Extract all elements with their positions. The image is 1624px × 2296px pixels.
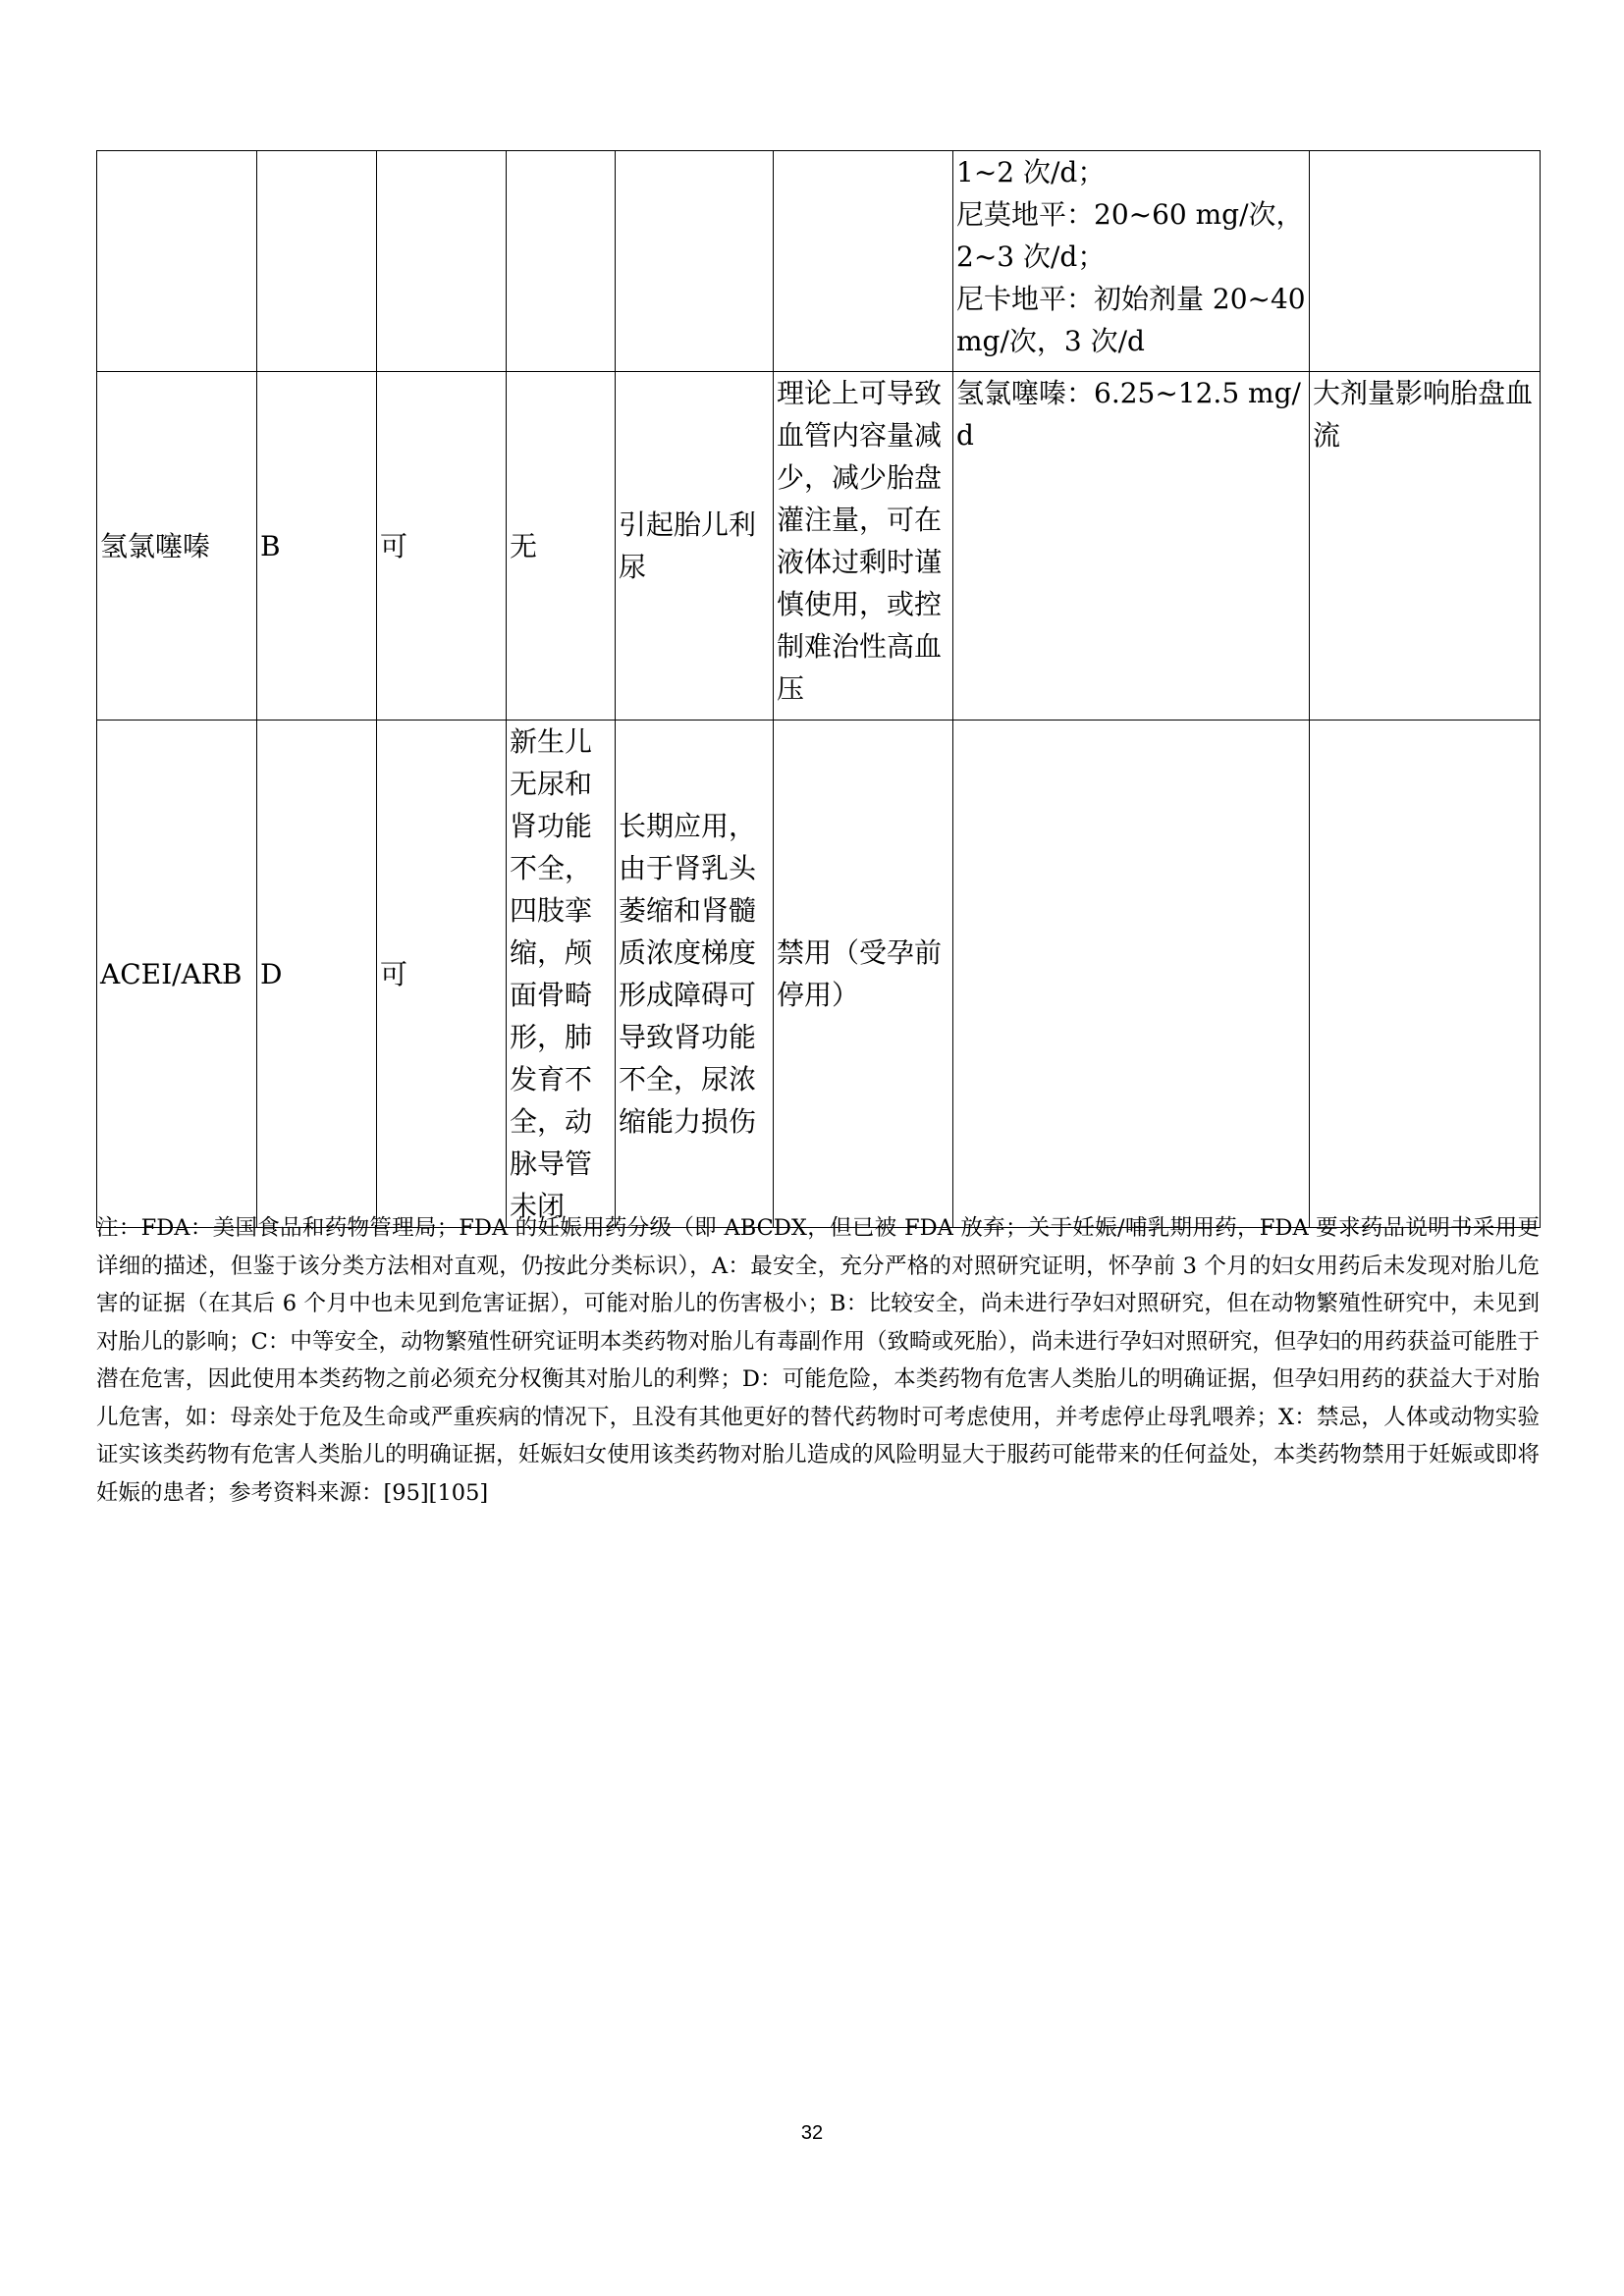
- cell-name: 氢氯噻嗪: [97, 372, 257, 721]
- cell-col4: 新生儿无尿和肾功能不全，四肢挛缩，颅面骨畸形，肺发育不全，动脉导管未闭: [507, 721, 616, 1228]
- page-number: 32: [800, 2122, 824, 2144]
- cell-dosage: 氢氯噻嗪：6.25~12.5 mg/d: [953, 372, 1310, 721]
- table-row: [97, 721, 1541, 1228]
- cell-col6: [774, 151, 953, 372]
- cell-dosage: [953, 151, 1310, 372]
- cell-notes: 大剂量影响胎盘血流: [1310, 372, 1541, 721]
- cell-col6: 禁用（受孕前停用）: [774, 721, 953, 1228]
- cell-lactation: 可: [377, 372, 507, 721]
- table-row: [97, 372, 1541, 721]
- dosage-text: 1~2 次/d； 尼莫地平：20~60 mg/次，2~3 次/d； 尼卡地平：初始剂量 20~40 mg/次，3 次/d: [956, 156, 1306, 357]
- cell-col4: [507, 151, 616, 372]
- cell-notes: [1310, 151, 1541, 372]
- cell-col6: 理论上可导致血管内容量减少，减少胎盘灌注量，可在液体过剩时谨慎使用，或控制难治性高血压: [774, 372, 953, 721]
- cell-col5: 长期应用，由于肾乳头萎缩和肾髓质浓度梯度形成障碍可导致肾功能不全，尿浓缩能力损伤: [616, 721, 774, 1228]
- cell-col5: 引起胎儿利尿: [616, 372, 774, 721]
- cell-fda-class: D: [257, 721, 377, 1228]
- cell-lactation: [377, 151, 507, 372]
- table-footnote: 注：FDA：美国食品和药物管理局；FDA 的妊娠用药分级（即 ABCDX，但已被 FDA 放弃；关于妊娠/哺乳期用药，FDA 要求药品说明书采用更详细的描述，但鉴于该分类方法相对直观，仍按此分类标识），A：最安全，充分严格的对照研究证明，怀孕前 3 个月的妇女用药后未发现对胎儿危害的证据（在其后 6 个月中也未见到危害证据），可能对胎儿的伤害极小；B：比较安全，尚未进行孕妇对照研究，但在动物繁殖性研究中，未见到对胎儿的影响；C：中等安全，动物繁殖性研究证明本类药物对胎儿有毒副作用（致畸或死胎），尚未进行孕妇对照研究，但孕妇的用药获益可能胜于潜在危害，因此使用本类药物之前必须充分权衡其对胎儿的利弊；D：可能危险，本类药物有危害人类胎儿的明确证据，但孕妇用药的获益大于对胎儿危害，如：母亲处于危及生命或严重疾病的情况下，且没有其他更好的替代药物时可考虑使用，并考虑停止母乳喂养；X：禁忌，人体或动物实验证实该类药物有危害人类胎儿的明确证据，妊娠妇女使用该类药物对胎儿造成的风险明显大于服药可能带来的任何益处，本类药物禁用于妊娠或即将妊娠的患者；参考资料来源：[95][105]: [96, 1215, 1540, 1506]
- cell-name: ACEI/ARB: [97, 721, 257, 1228]
- cell-lactation: 可: [377, 721, 507, 1228]
- cell-name: [97, 151, 257, 372]
- cell-col4: 无: [507, 372, 616, 721]
- cell-fda-class: [257, 151, 377, 372]
- cell-notes: [1310, 721, 1541, 1228]
- cell-fda-class: B: [257, 372, 377, 721]
- cell-dosage: [953, 721, 1310, 1228]
- cell-col5: [616, 151, 774, 372]
- drug-table: [96, 150, 1541, 1228]
- table-row: [97, 151, 1541, 372]
